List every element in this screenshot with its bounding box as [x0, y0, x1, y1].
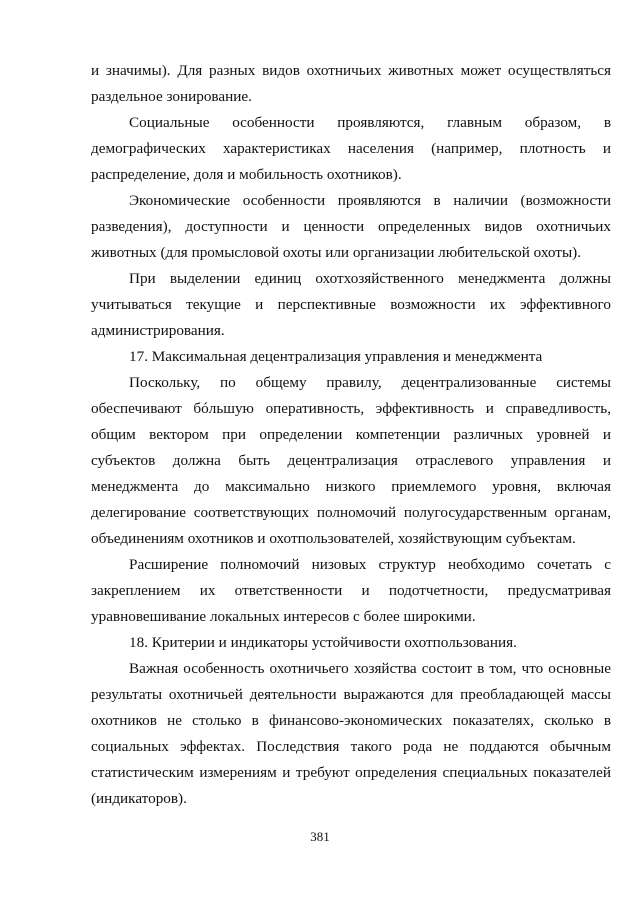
paragraph-continuation: и значимы). Для разных видов охотничьих животных может осуществляться раздельное зонирование. — [91, 62, 611, 105]
paragraph-decentralization: Поскольку, по общему правилу, децентрализованные системы обеспечивают бóльшую оперативность, эффективность и справедливость, общим вектором при определении компетенции различных уровней и субъектов должна быть децентрализация отраслевого управления и менеджмента до максимально низкого приемлемого уровня, включая делегирование соответствующих полномочий полугосударственным органам, объединениям охотников и охотпользователей, хозяйствующим субъектам. — [91, 374, 611, 547]
section-17-heading: 17. Максимальная децентрализация управления и менеджмента — [129, 348, 543, 365]
section-18-heading: 18. Критерии и индикаторы устойчивости охотпользования. — [129, 634, 517, 651]
paragraph-hunting-results: Важная особенность охотничьего хозяйства состоит в том, что основные результаты охотничьей деятельности выражаются для преобладающей массы охотников не столько в финансово-экономических показателях, сколько в социальных эффектах. Последствия такого рода не поддаются обычным статистическим измерениям и требуют определения специальных показателей (индикаторов). — [91, 660, 611, 807]
page-number: 381 — [310, 829, 330, 844]
paragraph-social-features: Социальные особенности проявляются, главным образом, в демографических характеристиках населения (например, плотность и распределение, доля и мобильность охотников). — [91, 114, 611, 183]
paragraph-powers-extension: Расширение полномочий низовых структур необходимо сочетать с закреплением их ответственности и подотчетности, предусматривая уравновешивание локальных интересов с более широкими. — [91, 556, 611, 625]
paragraph-management-units: При выделении единиц охотхозяйственного менеджмента должны учитываться текущие и перспективные возможности их эффективного администрирования. — [91, 270, 611, 339]
document-page — [91, 58, 611, 812]
paragraph-economic-features: Экономические особенности проявляются в наличии (возможности разведения), доступности и ценности определенных видов охотничьих животных (для промысловой охоты или организации любительской охоты). — [91, 192, 611, 261]
